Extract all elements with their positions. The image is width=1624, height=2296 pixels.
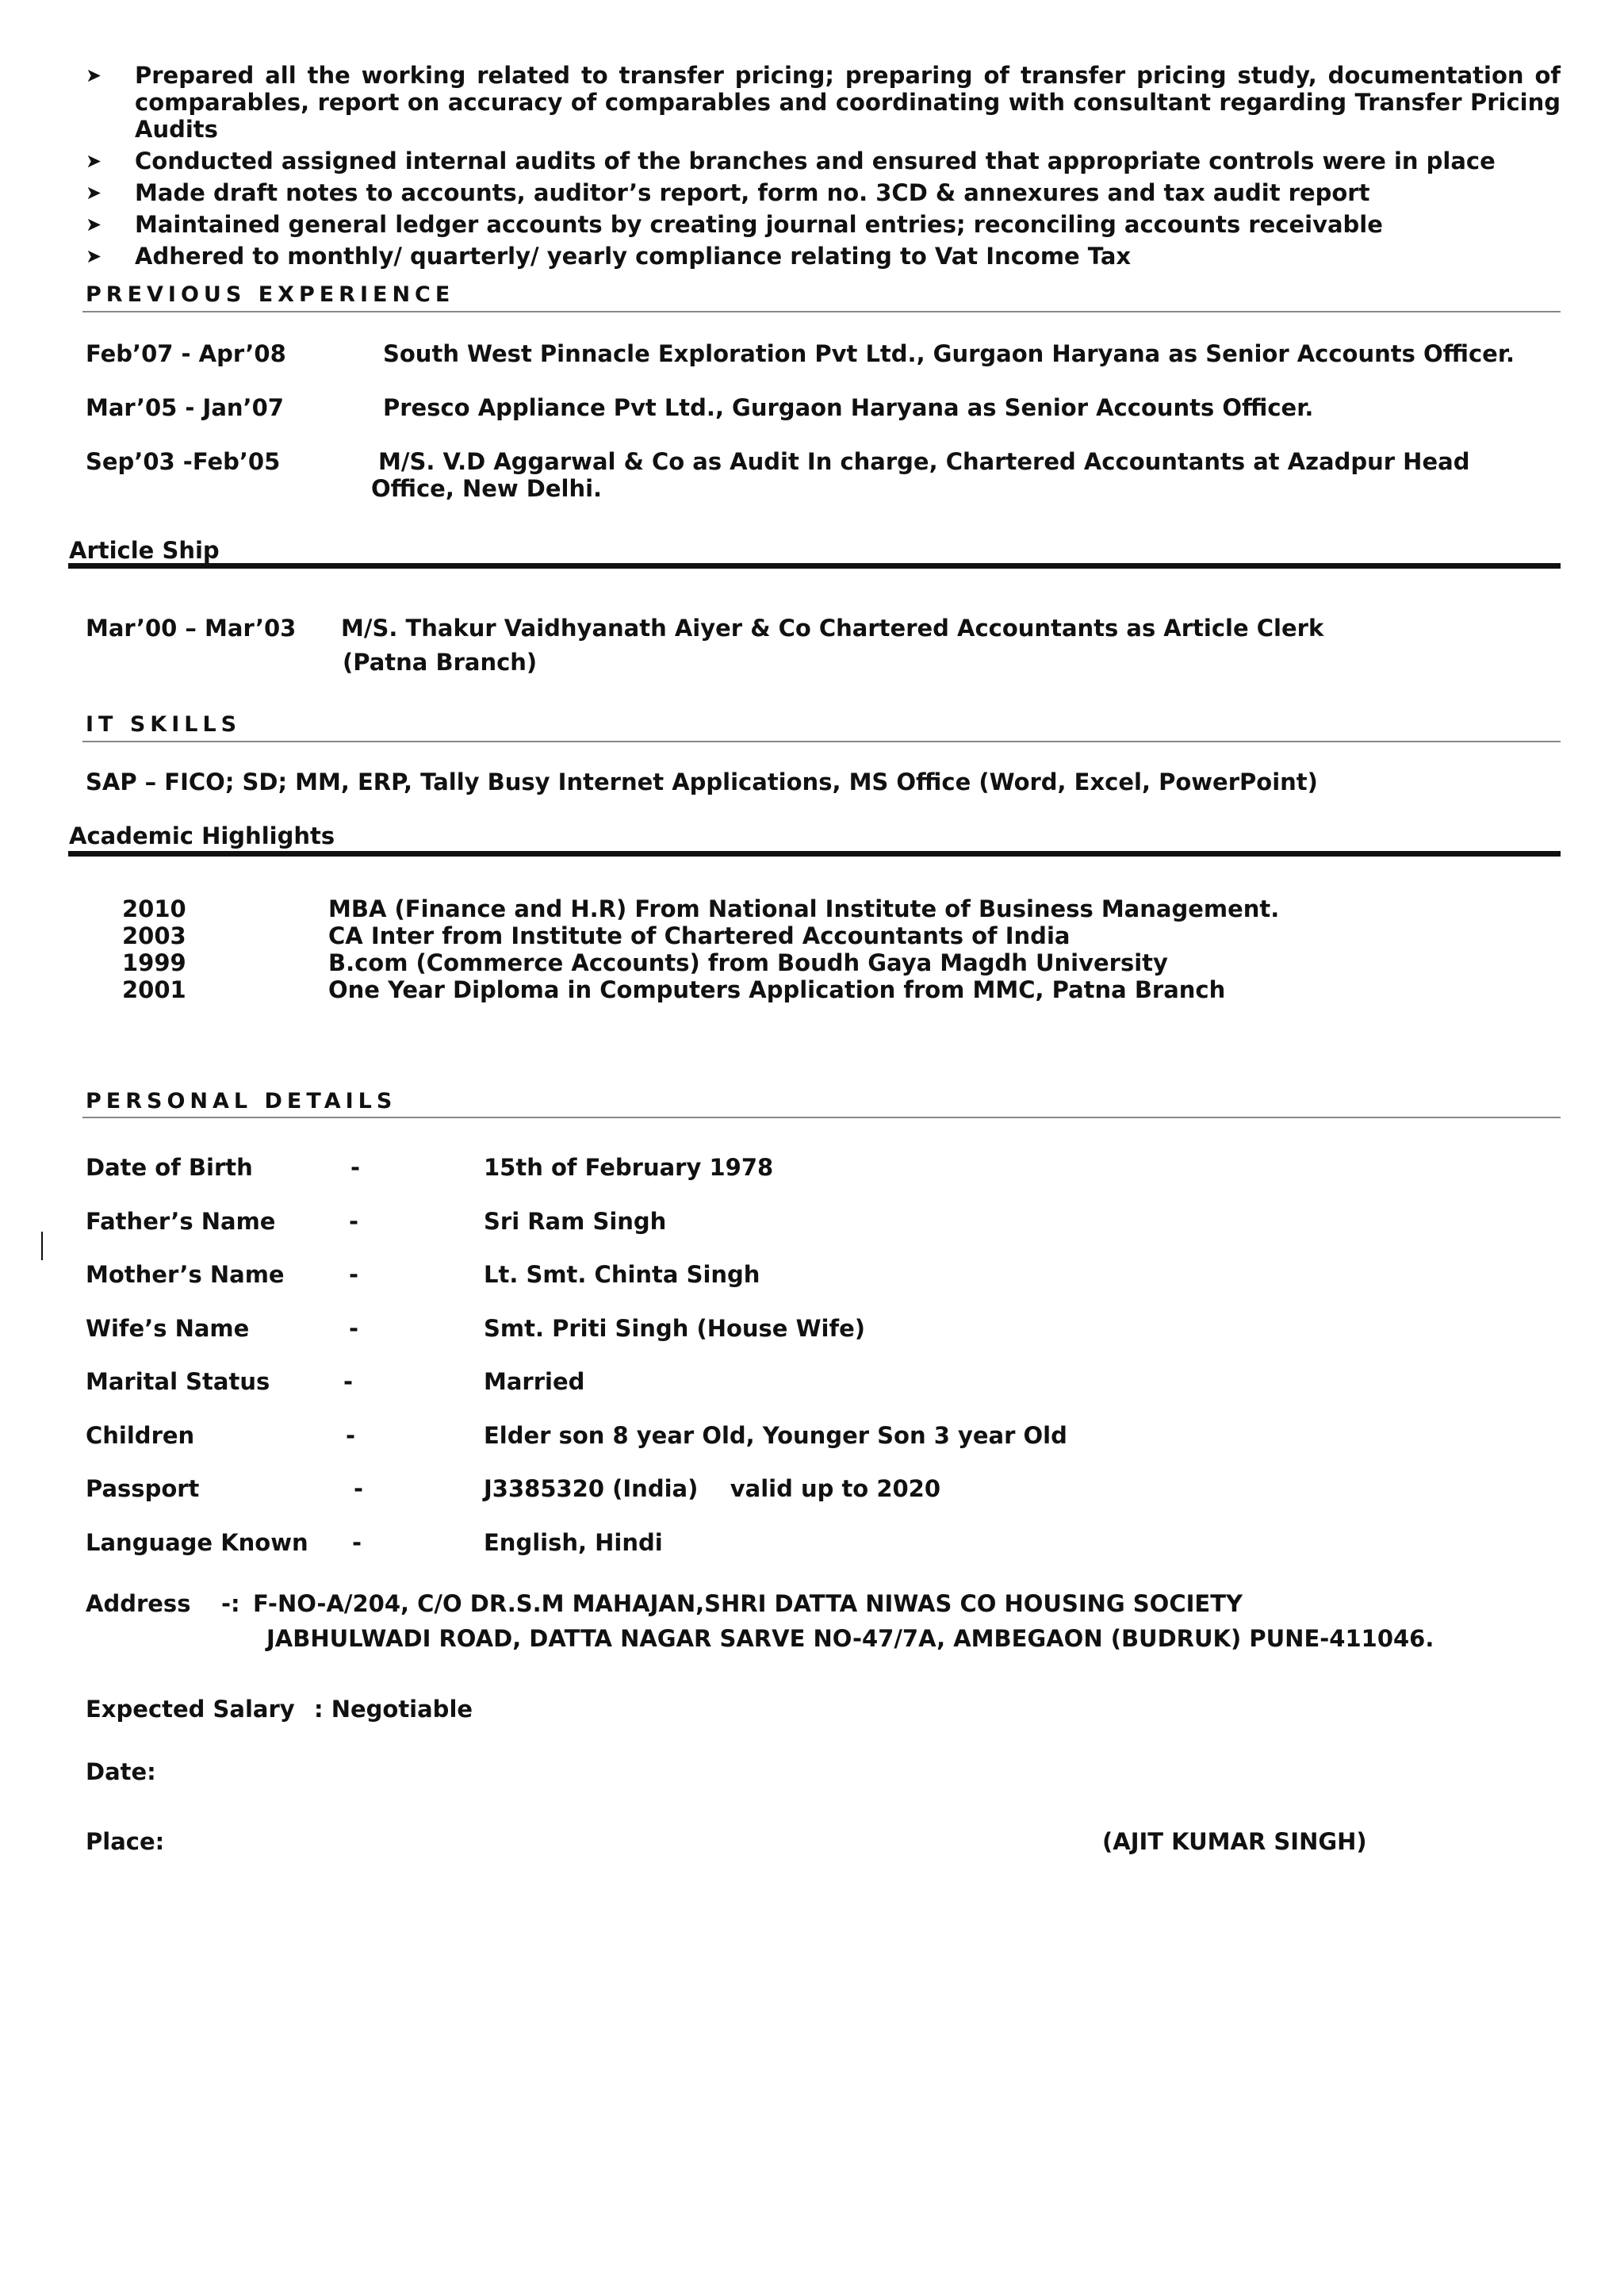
list-item	[86, 148, 1561, 174]
detail-value: English, Hindi	[484, 1529, 663, 1556]
article-description: M/S. Thakur Vaidhyanath Aiyer & Co Chartered Accountants as Article Clerk	[341, 615, 1324, 642]
list-item-text: Made draft notes to accounts, auditor’s report, form no. 3CD & annexures and tax audit report	[135, 179, 1370, 206]
place-label: Place:	[86, 1828, 165, 1855]
detail-dash: -	[352, 1529, 362, 1556]
detail-label: Wife’s Name	[86, 1315, 250, 1342]
detail-label: Mother’s Name	[86, 1261, 285, 1288]
list-item-text: Maintained general ledger accounts by creating journal entries; reconciling accounts receivable	[135, 211, 1383, 238]
address-line-1: F-NO-A/204, C/O DR.S.M MAHAJAN,SHRI DATTA NIWAS CO HOUSING SOCIETY	[253, 1590, 1243, 1617]
academic-year: 1999	[122, 949, 186, 976]
salary-label: Expected Salary	[86, 1696, 295, 1723]
section-divider-double	[68, 851, 1561, 857]
address-line-2: JABHULWADI ROAD, DATTA NAGAR SARVE NO-47/7A, AMBEGAON (BUDRUK) PUNE-411046.	[266, 1625, 1434, 1652]
experience-period: Sep’03 -Feb’05	[86, 448, 281, 475]
it-skills-text: SAP – FICO; SD; MM, ERP, Tally Busy Internet Applications, MS Office (Word, Excel, PowerPoint)	[86, 769, 1318, 795]
arrow-bullet-icon: ➤	[86, 245, 102, 267]
experience-description-cont: Office, New Delhi.	[371, 475, 603, 502]
experience-period: Mar’05 - Jan’07	[86, 394, 284, 421]
section-divider	[82, 311, 1561, 312]
list-item	[86, 179, 1561, 206]
signature-name: (AJIT KUMAR SINGH)	[1102, 1828, 1367, 1855]
detail-value: 15th of February 1978	[484, 1154, 774, 1181]
date-label: Date:	[86, 1758, 156, 1785]
detail-dash: -	[346, 1422, 356, 1449]
section-heading-it-skills: IT SKILLS	[86, 712, 242, 737]
list-item	[86, 211, 1561, 238]
list-item-text: Adhered to monthly/ quarterly/ yearly compliance relating to Vat Income Tax	[135, 243, 1132, 270]
text-cursor	[41, 1232, 43, 1260]
detail-dash: -	[349, 1208, 359, 1235]
academic-text: B.com (Commerce Accounts) from Boudh Gaya Magdh University	[328, 949, 1168, 976]
detail-dash: -	[349, 1315, 359, 1342]
detail-label: Marital Status	[86, 1368, 270, 1395]
detail-dash: -	[354, 1475, 364, 1502]
experience-description: M/S. V.D Aggarwal & Co as Audit In charge, Chartered Accountants at Azadpur Head	[378, 448, 1470, 475]
academic-text: One Year Diploma in Computers Application from MMC, Patna Branch	[328, 976, 1226, 1003]
article-branch: (Patna Branch)	[343, 649, 538, 676]
section-divider	[82, 741, 1561, 742]
detail-label: Children	[86, 1422, 195, 1449]
detail-value: Sri Ram Singh	[484, 1208, 667, 1235]
detail-label: Passport	[86, 1475, 200, 1502]
academic-year: 2010	[122, 895, 186, 922]
detail-dash: -	[343, 1368, 354, 1395]
detail-label: Father’s Name	[86, 1208, 276, 1235]
section-heading-academics: Academic Highlights	[69, 822, 335, 849]
address-separator: -:	[221, 1590, 240, 1617]
address-label: Address	[86, 1590, 191, 1617]
section-heading-personal-details: PERSONAL DETAILS	[86, 1089, 397, 1114]
list-item	[86, 62, 1561, 143]
academic-text: MBA (Finance and H.R) From National Institute of Business Management.	[328, 895, 1280, 922]
academic-text: CA Inter from Institute of Chartered Accountants of India	[328, 922, 1071, 949]
detail-label: Language Known	[86, 1529, 308, 1556]
arrow-bullet-icon: ➤	[86, 64, 102, 86]
section-divider-double	[68, 563, 1561, 569]
responsibility-list	[86, 62, 1561, 274]
detail-value: Lt. Smt. Chinta Singh	[484, 1261, 760, 1288]
section-heading-article-ship: Article Ship	[69, 537, 220, 564]
section-divider	[82, 1117, 1561, 1118]
experience-description: South West Pinnacle Exploration Pvt Ltd., Gurgaon Haryana as Senior Accounts Officer.	[383, 340, 1515, 367]
detail-dash: -	[349, 1261, 359, 1288]
salary-value: : Negotiable	[314, 1696, 473, 1723]
section-heading-previous-experience: PREVIOUS EXPERIENCE	[86, 282, 455, 307]
experience-description: Presco Appliance Pvt Ltd., Gurgaon Haryana as Senior Accounts Officer.	[383, 394, 1314, 421]
arrow-bullet-icon: ➤	[86, 213, 102, 236]
list-item	[86, 243, 1561, 270]
arrow-bullet-icon: ➤	[86, 150, 102, 172]
detail-dash: -	[350, 1154, 361, 1181]
academic-year: 2003	[122, 922, 186, 949]
detail-value: Elder son 8 year Old, Younger Son 3 year Old	[484, 1422, 1067, 1449]
detail-value: Married	[484, 1368, 585, 1395]
academic-year: 2001	[122, 976, 186, 1003]
list-item-text: Prepared all the working related to transfer pricing; preparing of transfer pricing study, documentation of comparables, report on accuracy of comparables and coordinating with consultant regarding Transfer Pricing Audits	[135, 62, 1561, 143]
experience-period: Feb’07 - Apr’08	[86, 340, 286, 367]
detail-label: Date of Birth	[86, 1154, 253, 1181]
arrow-bullet-icon: ➤	[86, 182, 102, 204]
list-item-text: Conducted assigned internal audits of the branches and ensured that appropriate controls were in place	[135, 148, 1496, 174]
detail-value: J3385320 (India) valid up to 2020	[484, 1475, 941, 1502]
article-period: Mar’00 – Mar’03	[86, 615, 297, 642]
detail-value: Smt. Priti Singh (House Wife)	[484, 1315, 866, 1342]
